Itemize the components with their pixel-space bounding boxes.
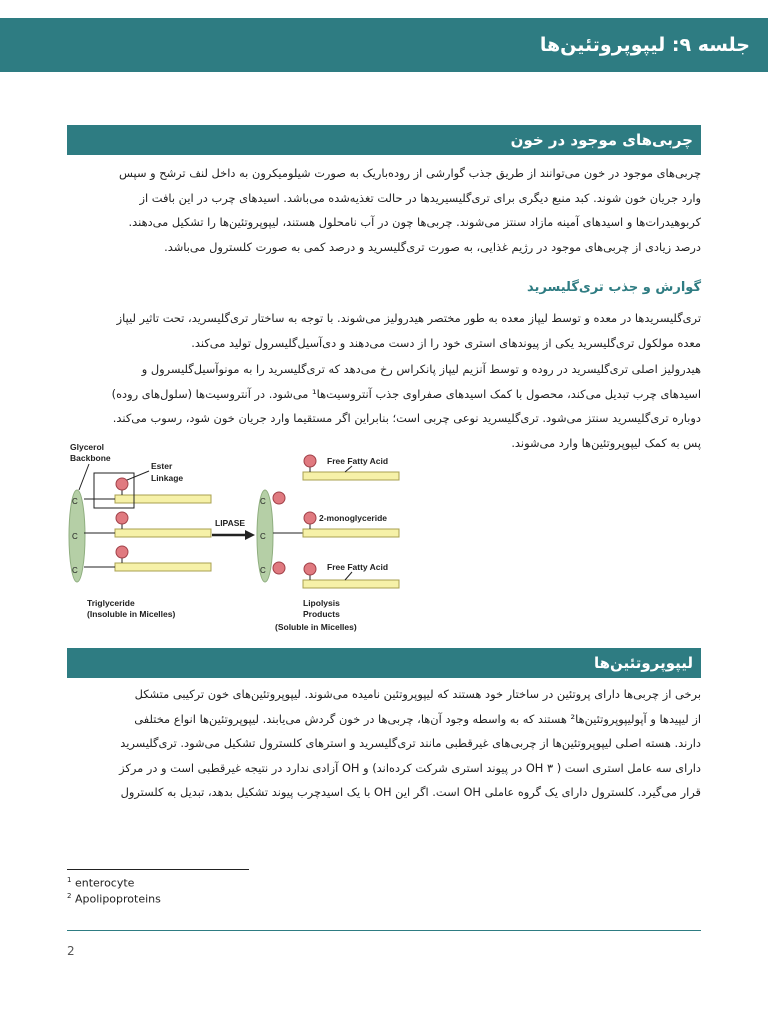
ffa-label: Free Fatty Acid xyxy=(327,562,389,572)
text-line: وارد جریان خون شوند. کبد منبع دیگری برای تری‌گلیسیریدها در حالت تغذیه‌شده می‌باشد. اسیدهای چرب در این بافت از xyxy=(139,190,701,205)
header-bar xyxy=(0,18,768,72)
footnote-text: enterocyte xyxy=(74,876,135,890)
text-line: پس به کمک لیپوپروتئین‌ها وارد می‌شوند. xyxy=(511,435,701,450)
carboxyl-group xyxy=(304,455,316,467)
ester-oxygen xyxy=(116,478,128,490)
free-fatty-acid xyxy=(303,472,399,480)
products-caption: Lipolysis xyxy=(303,598,340,608)
text-line: برخی از چربی‌ها دارای پروتئین در ساختار خود هستند که لیپوپروتئین نامیده می‌شوند. لیپوپروتئین‌های خون ترکیبی متشکل xyxy=(134,687,701,701)
text-line: دارای سه عامل استری است ( ۳ OH در پیوند استری شرکت کرده‌اند) و OH آزادی ندارد در نتیجه غیرقطبی است و در مرکز xyxy=(119,760,701,775)
products-caption: (Soluble in Micelles) xyxy=(275,622,357,632)
products-caption: Products xyxy=(303,609,340,619)
text-line: کربوهیدرات‌ها و اسیدهای آمینه مازاد سنتز می‌شوند. چربی‌ها چون در آب نامحلول هستند، لیپوپروتئین‌ها را تشکیل می‌دهند. xyxy=(128,215,701,229)
lipase-label: LIPASE xyxy=(215,518,246,528)
glycerol-label: Glycerol xyxy=(70,442,105,452)
arrow-head xyxy=(245,530,255,540)
carboxyl-group xyxy=(304,563,316,575)
subsection-title: گوارش و جذب تری‌گلیسرید xyxy=(527,280,701,295)
carbon-label: C xyxy=(260,497,266,506)
carbon-label: C xyxy=(72,497,78,506)
fatty-acid-chain xyxy=(115,495,211,503)
section-title: چربی‌های موجود در خون xyxy=(510,131,693,149)
footer-separator xyxy=(67,930,701,931)
footnote-number: 2 xyxy=(67,892,72,900)
ffa-label: Free Fatty Acid xyxy=(327,456,389,466)
carbon-label: C xyxy=(260,532,266,541)
ester-oxygen xyxy=(304,512,316,524)
text-line: معده مولکول تری‌گلیسرید یکی از پیوندهای استری خود را از دست می‌دهند و دی‌آسیل‌گلیسرول تولید می‌کند. xyxy=(191,335,701,350)
text-line: دوباره تری‌گلیسرید سنتز می‌شود. تری‌گلیسرید نوعی چربی است؛ بنابراین اگر مستقیما وارد جریان خون شود، رسوب می‌کند. xyxy=(112,411,701,425)
paragraph-blood-lipids xyxy=(67,161,701,259)
triglyceride-caption: (Insoluble in Micelles) xyxy=(87,609,176,619)
text-line: چربی‌های موجود در خون می‌توانند از طریق جذب گوارشی از روده‌باریک به صورت شیلومیکرون به داخل لنف ترشح و سپس xyxy=(119,166,701,180)
footnote-1 xyxy=(67,876,134,890)
text-line: تری‌گلیسریدها در معده و توسط لیپاز معده به طور مختصر هیدرولیز می‌شوند. با توجه به ساختار تری‌گلیسرید، تحت تاثیر لیپاز xyxy=(116,311,701,325)
ffa-pointer xyxy=(345,572,352,580)
footnote-text: Apolipoproteins xyxy=(74,892,161,906)
ester-pointer xyxy=(127,471,149,480)
fatty-acid-chain xyxy=(303,529,399,537)
free-fatty-acid xyxy=(303,580,399,588)
text-line: درصد زیادی از چربی‌های موجود در رژیم غذایی، به صورت تری‌گلیسرید و درصد کمی به صورت کلسترول می‌باشد. xyxy=(164,239,701,254)
section-heading-blood-lipids xyxy=(67,125,701,155)
page-number: 2 xyxy=(67,944,75,958)
footnote-number: 1 xyxy=(67,876,72,884)
carbon-label: C xyxy=(72,532,78,541)
carbon-label: C xyxy=(260,566,266,575)
hydroxyl-group xyxy=(273,492,285,504)
carbon-label: C xyxy=(72,566,78,575)
fatty-acid-chain xyxy=(115,529,211,537)
glycerol-pointer xyxy=(79,464,89,490)
paragraph-digestion-1 xyxy=(67,306,701,355)
monoglyceride-label: 2-monoglyceride xyxy=(319,513,388,523)
hydroxyl-group xyxy=(273,562,285,574)
ester-oxygen xyxy=(116,546,128,558)
ester-oxygen xyxy=(116,512,128,524)
section-heading-lipoproteins xyxy=(67,648,701,678)
text-line: دارند. هسته اصلی لیپوپروتئین‌ها از چربی‌های غیرقطبی مانند تری‌گلیسرید و استرهای کلسترول تشکیل می‌شود. تری‌گلیسرید xyxy=(120,736,701,750)
triglyceride-caption: Triglyceride xyxy=(87,598,135,608)
ffa-pointer xyxy=(345,466,352,472)
text-line: از لیپیدها و آپولیپوپروتئین‌ها² هستند که به واسطه وجود آن‌ها، چربی‌ها در خون گردش می‌یابند. لیپوپروتئین‌ها انواع مختلفی xyxy=(134,711,701,726)
lipolysis-diagram xyxy=(67,440,407,640)
footnote-2 xyxy=(67,892,161,906)
ester-label: Ester xyxy=(151,461,173,471)
section-title: لیپوپروتئین‌ها xyxy=(594,654,693,672)
page-title: جلسه ۹: لیپوپروتئین‌ها xyxy=(539,34,750,56)
footnote-separator xyxy=(67,869,249,870)
text-line: قرار می‌گیرد. کلسترول دارای یک گروه عاملی OH است. اگر این OH با یک اسیدچرب پیوند تشکیل بدهد، تبدیل به کلسترول xyxy=(120,785,701,799)
paragraph-lipoproteins xyxy=(67,682,701,805)
fatty-acid-chain xyxy=(115,563,211,571)
ester-label: Linkage xyxy=(151,473,184,483)
text-line: اسیدهای چرب تبدیل می‌کند، محصول با کمک اسیدهای صفراوی جذب آنتروسیت‌ها¹ می‌شود. در آنتروسیت‌ها (سلول‌های روده) xyxy=(111,386,701,401)
text-line: هیدرولیز اصلی تری‌گلیسرید در روده و توسط آنزیم لیپاز پانکراس رخ می‌دهد که تری‌گلیسرید را به مونوآسیل‌گلیسرول و xyxy=(141,362,701,376)
glycerol-label: Backbone xyxy=(70,453,111,463)
